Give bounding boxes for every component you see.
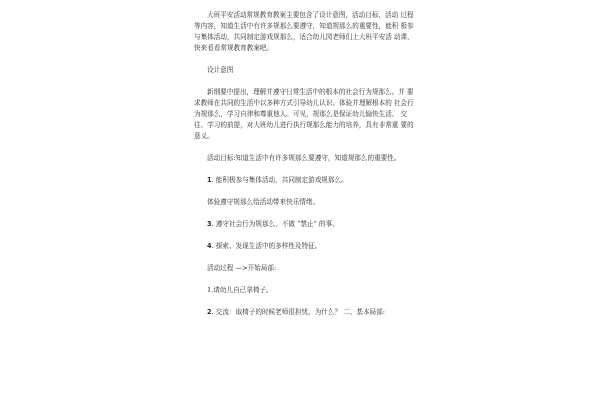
document-body — [194, 10, 416, 318]
goal-item-4 — [194, 241, 416, 252]
goal-item-2 — [194, 197, 416, 208]
goal-item-1 — [194, 175, 416, 186]
goal-line: 活动目标:知道生活中有许多规那么要遵守，知道规那么的重要性。 — [207, 154, 401, 162]
design-heading: 设计意图 — [207, 66, 234, 74]
process-heading: 活动过程 —>开始局部: — [207, 264, 277, 272]
goal-number: 1 — [207, 176, 212, 184]
step-text: 1.请幼儿自己拿椅子。 — [207, 286, 273, 294]
goal-item-3 — [194, 219, 416, 230]
goal-number: 3 — [207, 220, 212, 228]
step-text: . 交流：取椅子的时候老师很担忧，为什么？ 二、基本局部: — [211, 308, 385, 316]
design-paragraph: 新纲要中提出，理解并遵守日常生活中的根本的社会行为规那么。并 要求教师在共同的生活中以多种方式引导幼儿认识、体验并理解根本的 社会行为规那么，学习自律和尊重他人。可见，规那么是保证幼儿愉快生活、 交往、学习的前提，对大班幼儿进行执行规那么能力的培养，具有非常重 要的意义。 — [194, 88, 414, 140]
intro-paragraph: 大班平安活动常规教育教案主要包含了设计意图，活动目标，活动 过程等内容，知道生活中有许多规那么要遵守，知道规那么的重要性，能积 极参与集体活动，共同制定游戏规那么，适合幼儿园老师们上大班平安活 动课，快来看看常规教育教案吧。 — [194, 11, 414, 52]
goal-text: 体验遵守规那么给活动带来快乐情绪。 — [207, 198, 320, 206]
goal-text: . 遵守社会行为规那么，不做 “禁止” 的事。 — [211, 220, 339, 228]
step-number: 2 — [207, 308, 212, 316]
goal-number: 4 — [207, 242, 212, 250]
step-item-1 — [194, 285, 416, 296]
step-item-2 — [194, 307, 416, 318]
goal-text: . 能积极参与集体活动，共同制定游戏规那么。 — [211, 176, 348, 184]
goal-text: . 探索、发现生活中的多样性及特征。 — [211, 242, 322, 250]
